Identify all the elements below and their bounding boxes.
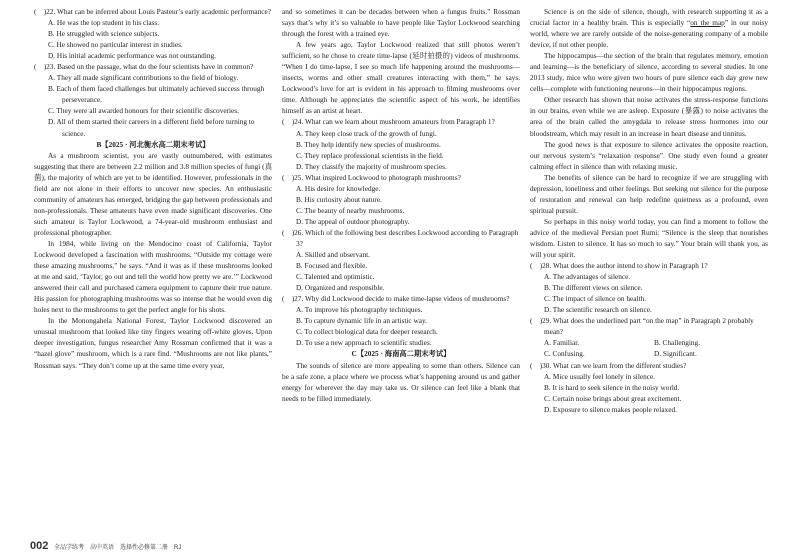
option: B. His curiosity about nature. xyxy=(296,194,382,204)
option: A. To improve his photography techniques. xyxy=(296,305,423,315)
underlined-phrase: on the map xyxy=(690,18,725,28)
option: B. They help identify new species of mushrooms. xyxy=(296,139,441,149)
page-number: 002 xyxy=(30,540,49,552)
question-26: ( )26. Which of the following best describes Lockwood according to Paragraph 3? xyxy=(282,227,519,248)
page-footer xyxy=(30,540,181,552)
option: C. They replace professional scientists in the field. xyxy=(296,150,444,160)
paragraph: The sounds of silence are more appealing to some than others. Silence can be a safe zone, a place where we process what’s happening around us and gather energy for wherever the day may take us. Or silence can feel like a blank that needs to be filled immediately. xyxy=(282,360,520,403)
paragraph: So perhaps in this noisy world today, you can find a moment to follow the advice of the medieval Persian poet Rumi: “Silence is the sleep that nourishes wisdom. Listen to silence. It has so much to say.” Your brain will thank you, as will your spirit. xyxy=(530,216,768,260)
text: ” in our noisy world, where we are rarely outside of the noise-generating company of a mobile device, if not other people. xyxy=(530,18,768,50)
paragraph: In the Monongahela National Forest, Taylor Lockwood discovered an unusual mushroom that looked like tiny fingers wearing off-white gloves. Upon deeper investigation, fungus researcher Amy Rossman confirmed that it was a “hazel glove” mushroom, which is a rare find. “Mushrooms are not like plants,” Rossman says. “They don’t come up at the same time every year, xyxy=(34,316,272,370)
footer-text: 全品学练考 高中英语 选择性必修第二册 RJ xyxy=(54,545,182,551)
option: B. Focused and flexible. xyxy=(296,261,368,271)
section-c-heading: C【2025 · 海南高二期末考试】 xyxy=(351,349,451,359)
option: C. They were all awarded honours for their scientific discoveries. xyxy=(48,106,239,116)
option: B. To capture dynamic life in an artistic way. xyxy=(296,316,427,326)
option: D. The appeal of outdoor photography. xyxy=(296,216,410,226)
option: D. They classify the majority of mushroom species. xyxy=(296,161,447,171)
option: C. To collect biological data for deeper research. xyxy=(296,327,438,337)
option: B. Challenging. xyxy=(654,338,701,348)
option: B. He struggled with science subjects. xyxy=(48,29,160,39)
question-25: ( )25. What inspired Lockwood to photograph mushrooms? xyxy=(282,172,461,182)
paragraph: Other research has shown that noise activates the stress-response functions in our brains, even while we are asleep. Exposure (暴露) to noise activates the area of the brain called the amygdala to release stress hormones into our bloodstream, which may result in an increase in heart disease and tinnitus. xyxy=(530,95,768,138)
section-b-heading: B【2025 · 河北衡水高二期末考试】 xyxy=(96,139,210,149)
paragraph: The benefits of silence can be hard to recognize if we are struggling with depression, loneliness and other feelings. But seeking out silence for the purpose of restoration and renewal can help redefine quietness as a profound, even spiritual pursuit. xyxy=(530,172,768,215)
paragraph xyxy=(530,6,768,50)
question-22: ( )22. What can be inferred about Louis Pasteur’s early academic performance? xyxy=(34,7,271,16)
option: A. They keep close track of the growth of fungi. xyxy=(296,128,437,138)
question-30: ( )30. What can we learn from the different studies? xyxy=(530,360,687,370)
option: D. The scientific research on silence. xyxy=(544,305,652,315)
paragraph: In 1984, while living on the Mendocino coast of California, Taylor Lockwood developed a fascination with mushrooms. “Outside my cottage were these amazing mushrooms,” he says. “And it was as if these mushrooms looked at me and said, ‘Taylor, go out and tell the world how pretty we are.’” Lockwood answered their call and purchased camera equipment to capture their true nature. His passion for photographing mushrooms was so intense that he would even dig holes next to the mushrooms to get the perfect angle for his shots. xyxy=(34,238,272,315)
paragraph: A few years ago, Taylor Lockwood realized that still photos weren’t sufficient, so he chose to create time-lapse (延时拍摄的) videos of mushrooms. “When I do time-lapse, I see so much life happening around the mushrooms—insects, worms and other small creatures interacting with them,” he says. Lockwood’s love for art is evident in his approach to filming mushrooms over time. Although he appreciates the scientific aspect of his work, he identifies himself as an artist at heart. xyxy=(282,40,520,116)
text: Science is on the side of silence, though, with research supporting it as a crucial factor in a healthy brain. This is especially “ xyxy=(530,7,768,28)
option: A. Skilled and observant. xyxy=(296,250,370,260)
option-row xyxy=(530,348,768,359)
option: C. He showed no particular interest in studies. xyxy=(48,40,183,50)
question-23: ( )23. Based on the passage, what do the four scientists have in common? xyxy=(34,62,254,72)
option: C. Certain noise brings about great excitement. xyxy=(544,393,682,403)
column-right xyxy=(530,6,768,415)
option: D. Exposure to silence makes people relaxed. xyxy=(544,404,677,414)
option: B. The different views on silence. xyxy=(544,283,643,293)
paragraph: The good news is that exposure to silence activates the opposite reaction, our nervous system’s “relaxation response”. One study even found a greater calming effect in silence than with relaxing music. xyxy=(530,139,768,171)
option: A. They all made significant contributions to the field of biology. xyxy=(48,73,239,83)
option: B. Each of them faced challenges but ultimately achieved success through perseverance. xyxy=(48,84,265,105)
option-row xyxy=(530,337,768,348)
option: C. Confusing. xyxy=(544,349,585,359)
option: B. It is hard to seek silence in the noisy world. xyxy=(544,382,680,392)
option: C. The beauty of nearby mushrooms. xyxy=(296,205,405,215)
option: D. Significant. xyxy=(654,349,697,359)
paragraph: As a mushroom scientist, you are vastly outnumbered, with estimates suggesting that there are between 2.2 million and 3.8 million species of fungi (真菌), the majority of which are yet to be identified. However, professionals in the field are not alone in their efforts to uncover new species. An enthusiastic community of amateurs has emerged, bridging the gap between professionals and non-professionals. These amateurs have even made significant discoveries. One such amateur is Taylor Lockwood, a 74-year-old mushroom enthusiast and professional photographer. xyxy=(34,150,272,237)
option: A. Mice usually feel lonely in silence. xyxy=(544,371,656,381)
paragraph: and so sometimes it can be decades between when a fungus fruits.” Rossman says that’s why it’s so valuable to have people like Taylor Lockwood searching through the forest with a trained eye. xyxy=(282,7,520,39)
option: A. The advantages of silence. xyxy=(544,272,631,282)
paragraph: The hippocampus—the section of the brain that regulates memory, emotion and learning—is the beneficiary of silence, according to several studies. In one 2013 study, mice who were given two hours of pure silence each day grew new cells—complete with functioning neurons—in their hippocampus regions. xyxy=(530,51,768,94)
column-middle xyxy=(282,6,520,404)
option: A. Familiar. xyxy=(544,338,580,348)
question-27: ( )27. Why did Lockwood decide to make time-lapse videos of mushrooms? xyxy=(282,294,510,304)
option: C. The impact of silence on health. xyxy=(544,294,646,304)
option: D. Organized and responsible. xyxy=(296,283,385,293)
column-left xyxy=(34,6,272,371)
option: C. Talented and optimistic. xyxy=(296,272,375,282)
question-28: ( )28. What does the author intend to show in Paragraph 1? xyxy=(530,261,708,271)
option: D. All of them started their careers in a different field before turning to science. xyxy=(48,117,255,138)
question-29: ( )29. What does the underlined part “on the map” in Paragraph 2 probably mean? xyxy=(530,316,754,337)
option: D. His initial academic performance was not outstanding. xyxy=(48,51,216,61)
question-24: ( )24. What can we learn about mushroom amateurs from Paragraph 1? xyxy=(282,117,495,127)
option: D. To use a new approach to scientific studies. xyxy=(296,338,432,348)
option: A. His desire for knowledge. xyxy=(296,183,381,193)
option: A. He was the top student in his class. xyxy=(48,18,160,28)
